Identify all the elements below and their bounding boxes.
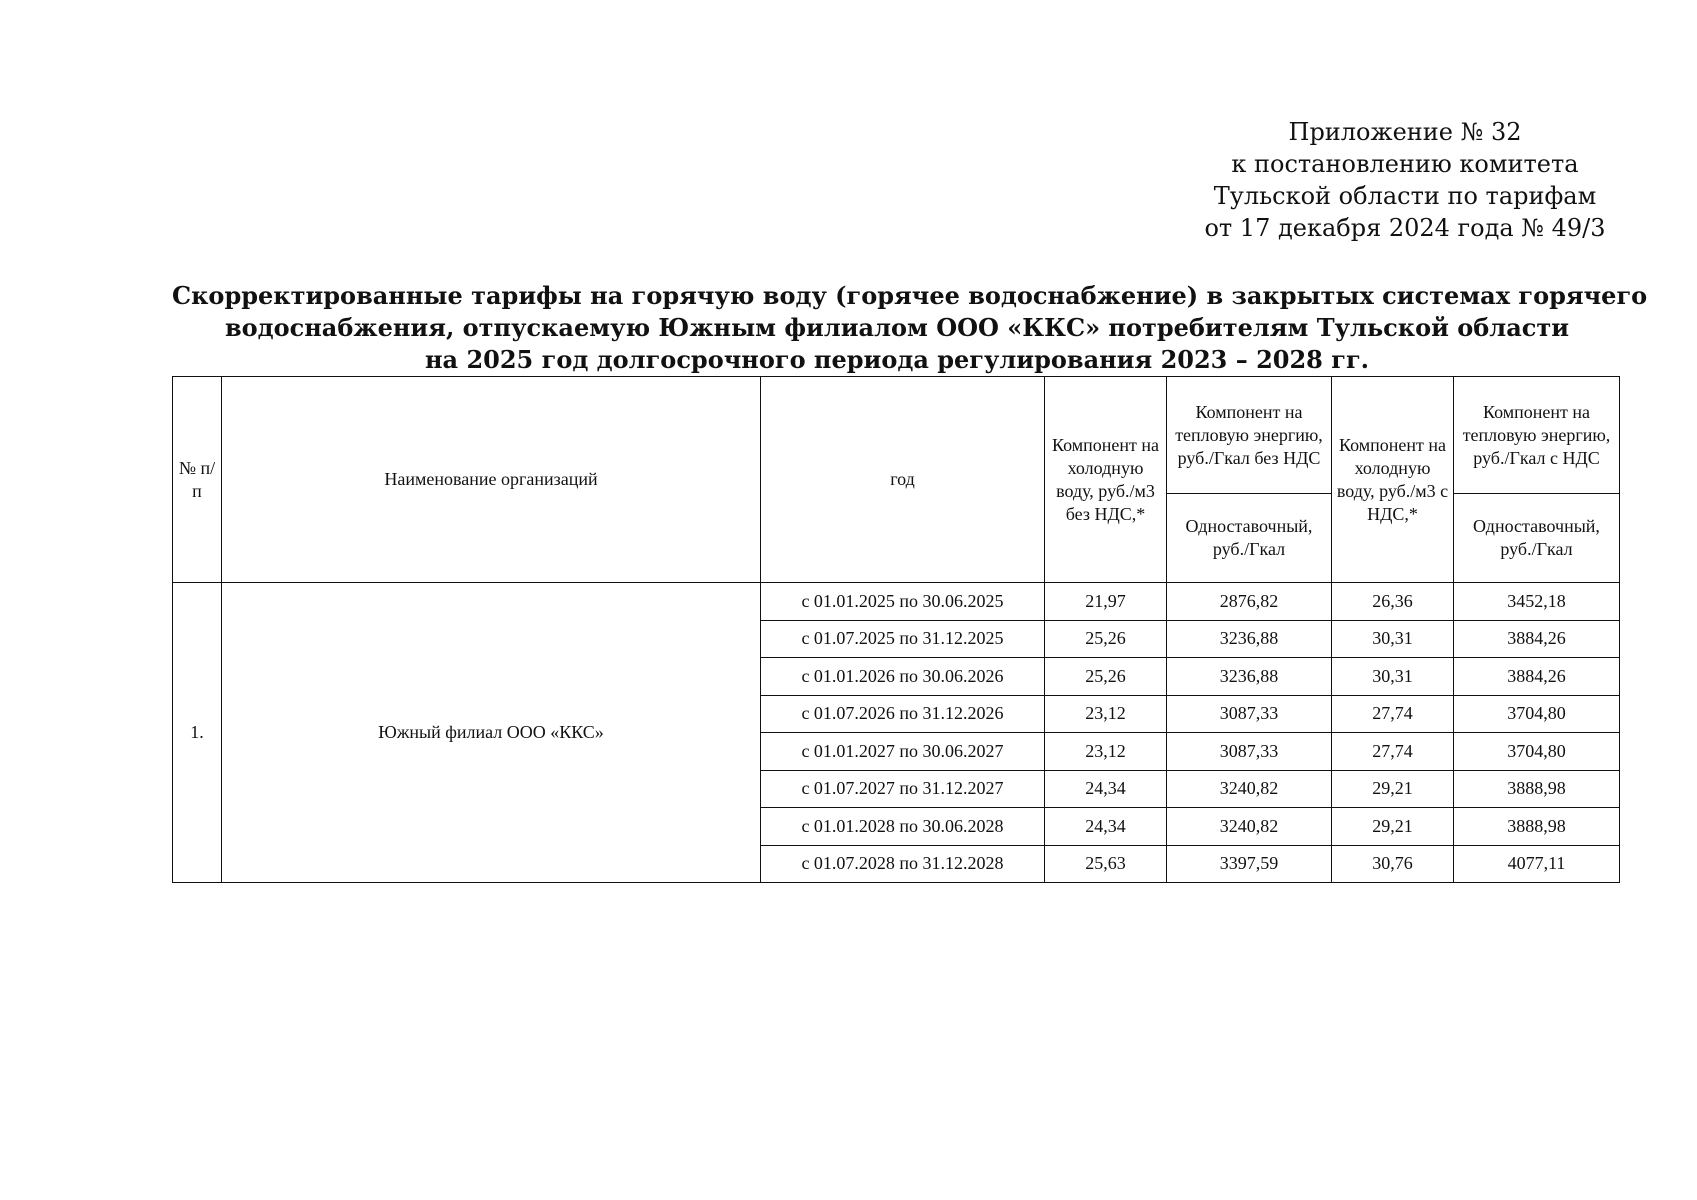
row-number: 1. (173, 583, 222, 883)
header-year: год (761, 377, 1045, 583)
period-cell: с 01.01.2028 по 30.06.2028 (761, 808, 1045, 846)
period-cell: с 01.07.2028 по 31.12.2028 (761, 845, 1045, 883)
cold-vat-cell: 26,36 (1332, 583, 1454, 621)
cold-no-vat-cell: 21,97 (1045, 583, 1167, 621)
heat-vat-cell: 3884,26 (1454, 620, 1620, 658)
heat-no-vat-cell: 3087,33 (1167, 695, 1332, 733)
cold-vat-cell: 30,31 (1332, 658, 1454, 696)
header-heat-vat-sub: Одноставочный, руб./Гкал (1454, 494, 1620, 583)
period-cell: с 01.07.2026 по 31.12.2026 (761, 695, 1045, 733)
heat-no-vat-cell: 3236,88 (1167, 620, 1332, 658)
header-heat-vat: Компонент на тепловую энергию, руб./Гкал с НДС (1454, 377, 1620, 494)
header-org: Наименование организаций (222, 377, 761, 583)
period-cell: с 01.07.2025 по 31.12.2025 (761, 620, 1045, 658)
cold-no-vat-cell: 24,34 (1045, 808, 1167, 846)
document-title (172, 280, 1648, 376)
cold-vat-cell: 29,21 (1332, 808, 1454, 846)
heat-vat-cell: 4077,11 (1454, 845, 1620, 883)
title-line: на 2025 год долгосрочного периода регулирования 2023 – 2028 гг. (424, 345, 1369, 374)
title-line: Скорректированные тарифы на горячую воду (горячее водоснабжение) в закрытых системах горячего (172, 281, 1648, 310)
period-cell: с 01.01.2026 по 30.06.2026 (761, 658, 1045, 696)
table-row (173, 583, 1620, 621)
tariff-table (172, 376, 1620, 883)
heat-vat-cell: 3888,98 (1454, 770, 1620, 808)
organization-name: Южный филиал ООО «ККС» (222, 583, 761, 883)
appendix-block (1180, 116, 1630, 244)
appendix-line: Приложение № 32 (1288, 118, 1522, 146)
header-num: № п/п (173, 377, 222, 583)
heat-no-vat-cell: 3087,33 (1167, 733, 1332, 771)
heat-no-vat-cell: 3240,82 (1167, 770, 1332, 808)
period-cell: с 01.01.2025 по 30.06.2025 (761, 583, 1045, 621)
header-cold-vat: Компонент на холодную воду, руб./м3 с НДС,* (1332, 377, 1454, 583)
cold-no-vat-cell: 24,34 (1045, 770, 1167, 808)
cold-no-vat-cell: 25,26 (1045, 658, 1167, 696)
heat-no-vat-cell: 3397,59 (1167, 845, 1332, 883)
appendix-line: Тульской области по тарифам (1213, 182, 1597, 210)
heat-no-vat-cell: 3240,82 (1167, 808, 1332, 846)
cold-no-vat-cell: 23,12 (1045, 733, 1167, 771)
cold-no-vat-cell: 25,26 (1045, 620, 1167, 658)
cold-no-vat-cell: 23,12 (1045, 695, 1167, 733)
appendix-line: к постановлению комитета (1231, 150, 1579, 178)
heat-vat-cell: 3704,80 (1454, 733, 1620, 771)
cold-vat-cell: 27,74 (1332, 733, 1454, 771)
period-cell: с 01.07.2027 по 31.12.2027 (761, 770, 1045, 808)
appendix-line: от 17 декабря 2024 года № 49/3 (1204, 214, 1606, 242)
heat-vat-cell: 3884,26 (1454, 658, 1620, 696)
cold-vat-cell: 30,76 (1332, 845, 1454, 883)
heat-no-vat-cell: 3236,88 (1167, 658, 1332, 696)
cold-no-vat-cell: 25,63 (1045, 845, 1167, 883)
cold-vat-cell: 30,31 (1332, 620, 1454, 658)
period-cell: с 01.01.2027 по 30.06.2027 (761, 733, 1045, 771)
cold-vat-cell: 29,21 (1332, 770, 1454, 808)
heat-vat-cell: 3452,18 (1454, 583, 1620, 621)
cold-vat-cell: 27,74 (1332, 695, 1454, 733)
header-heat-no-vat: Компонент на тепловую энергию, руб./Гкал без НДС (1167, 377, 1332, 494)
heat-vat-cell: 3704,80 (1454, 695, 1620, 733)
header-heat-no-vat-sub: Одноставочный, руб./Гкал (1167, 494, 1332, 583)
title-line: водоснабжения, отпускаемую Южным филиалом ООО «ККС» потребителям Тульской области (224, 313, 1570, 342)
heat-vat-cell: 3888,98 (1454, 808, 1620, 846)
header-cold-no-vat: Компонент на холодную воду, руб./м3 без НДС,* (1045, 377, 1167, 583)
heat-no-vat-cell: 2876,82 (1167, 583, 1332, 621)
